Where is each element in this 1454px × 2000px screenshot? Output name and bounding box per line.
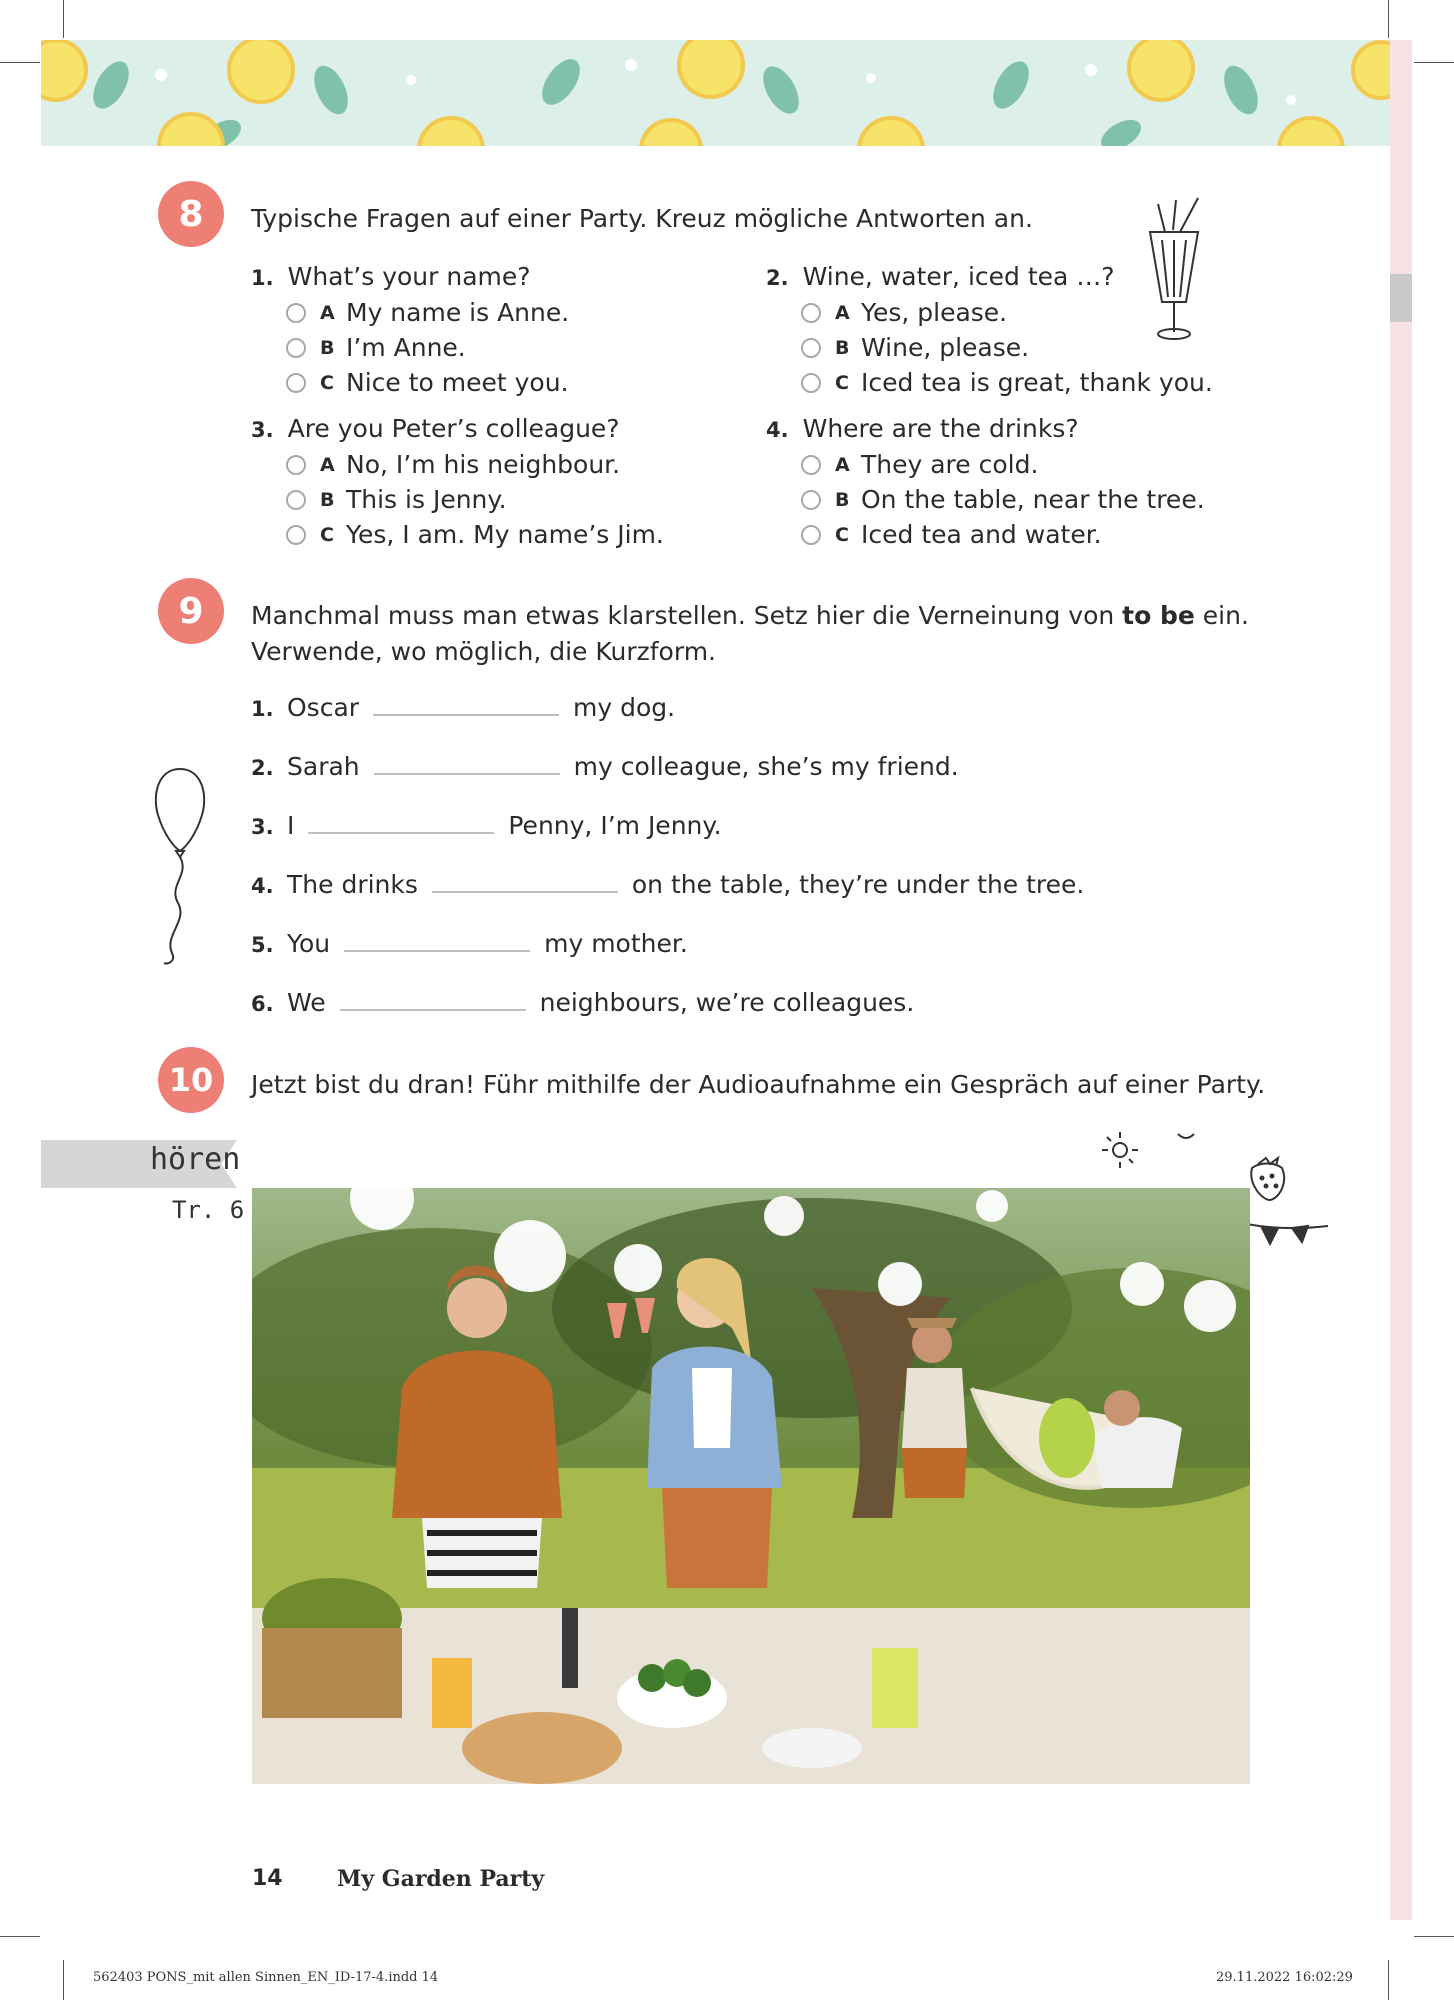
option-letter: B (835, 488, 850, 511)
item-before: Oscar (287, 693, 360, 722)
radio-button[interactable] (286, 455, 306, 475)
option-letter: A (320, 301, 335, 324)
option-letter: A (835, 301, 850, 324)
answer-blank[interactable] (340, 991, 526, 1011)
answer-blank[interactable] (432, 873, 618, 893)
crop-mark (0, 1936, 40, 1937)
question-text: Where are the drinks? (802, 414, 1079, 443)
chapter-title: My Garden Party (337, 1866, 545, 1892)
option-text: Nice to meet you. (346, 368, 569, 397)
garden-party-illustration-icon (252, 1188, 1250, 1784)
fill-item-6 (251, 988, 914, 1017)
option-text: On the table, near the tree. (861, 485, 1205, 514)
option-letter: B (320, 336, 335, 359)
exercise-8-instruction: Typische Fragen auf einer Party. Kreuz mögliche Antworten an. (251, 204, 1033, 233)
crop-mark (1388, 0, 1389, 38)
answer-blank[interactable] (344, 932, 530, 952)
item-number: 5. (251, 933, 274, 957)
question-4 (766, 414, 1079, 443)
crop-mark (1414, 62, 1454, 63)
crop-mark (63, 0, 64, 38)
exercise-9-instruction (251, 598, 1249, 670)
instruction-line-2: Verwende, wo möglich, die Kurzform. (251, 637, 716, 666)
crop-mark (1388, 1960, 1389, 2000)
question-3 (251, 414, 620, 443)
radio-button[interactable] (801, 525, 821, 545)
option-letter: C (320, 523, 334, 546)
option-text: Iced tea is great, thank you. (861, 368, 1213, 397)
item-number: 1. (251, 697, 274, 721)
option-text: Iced tea and water. (861, 520, 1102, 549)
option-text: No, I’m his neighbour. (346, 450, 621, 479)
option-text: They are cold. (861, 450, 1039, 479)
option-1c[interactable] (286, 368, 569, 397)
page-edge-tab (1390, 274, 1412, 322)
option-2a[interactable] (801, 298, 1007, 327)
option-text: Yes, please. (861, 298, 1008, 327)
radio-button[interactable] (286, 338, 306, 358)
option-letter: B (835, 336, 850, 359)
option-text: I’m Anne. (346, 333, 466, 362)
option-text: This is Jenny. (346, 485, 507, 514)
option-1b[interactable] (286, 333, 466, 362)
track-number: Tr. 6 (172, 1196, 245, 1224)
item-after: my mother. (544, 929, 688, 958)
option-4a[interactable] (801, 450, 1038, 479)
radio-button[interactable] (801, 373, 821, 393)
item-before: The drinks (287, 870, 418, 899)
listening-label: hören (150, 1142, 241, 1177)
instruction-text: Manchmal muss man etwas klarstellen. Setz hier die Verneinung von (251, 601, 1123, 630)
question-text: Wine, water, iced tea …? (802, 262, 1115, 291)
option-text: My name is Anne. (346, 298, 570, 327)
radio-button[interactable] (286, 525, 306, 545)
print-slug-right: 29.11.2022 16:02:29 (1216, 1970, 1353, 1985)
option-letter: C (320, 371, 334, 394)
answer-blank[interactable] (308, 814, 494, 834)
radio-button[interactable] (801, 490, 821, 510)
option-2b[interactable] (801, 333, 1029, 362)
item-number: 2. (251, 756, 274, 780)
option-letter: C (835, 371, 849, 394)
exercise-badge-10: 10 (158, 1047, 224, 1113)
option-2c[interactable] (801, 368, 1213, 397)
exercise-badge-8: 8 (158, 181, 224, 247)
item-after: on the table, they’re under the tree. (631, 870, 1085, 899)
fill-item-2 (251, 752, 959, 781)
option-letter: C (835, 523, 849, 546)
fill-item-5 (251, 929, 688, 958)
balloon-icon (150, 765, 210, 970)
small-circle-icon (1176, 1130, 1196, 1142)
item-before: I (287, 811, 295, 840)
item-number: 3. (251, 815, 274, 839)
crop-mark (1414, 1936, 1454, 1937)
radio-button[interactable] (286, 373, 306, 393)
fill-item-3 (251, 811, 722, 840)
item-before: We (287, 988, 326, 1017)
fill-item-1 (251, 693, 675, 722)
question-number: 4. (766, 418, 789, 442)
fill-item-4 (251, 870, 1084, 899)
radio-button[interactable] (286, 303, 306, 323)
page-number: 14 (252, 1866, 283, 1891)
option-4b[interactable] (801, 485, 1205, 514)
crop-mark (63, 1960, 64, 2000)
question-number: 1. (251, 266, 274, 290)
option-letter: A (835, 453, 850, 476)
radio-button[interactable] (801, 303, 821, 323)
lemon-banner (41, 40, 1390, 146)
question-1 (251, 262, 531, 291)
question-number: 3. (251, 418, 274, 442)
option-text: Wine, please. (861, 333, 1030, 362)
option-3b[interactable] (286, 485, 507, 514)
sun-icon (1098, 1128, 1142, 1172)
item-after: Penny, I’m Jenny. (508, 811, 722, 840)
radio-button[interactable] (286, 490, 306, 510)
option-3c[interactable] (286, 520, 664, 549)
option-1a[interactable] (286, 298, 569, 327)
instruction-text-end: ein. (1194, 601, 1249, 630)
item-before: Sarah (287, 752, 360, 781)
option-letter: B (320, 488, 335, 511)
item-number: 4. (251, 874, 274, 898)
drink-glass-icon (1140, 192, 1210, 347)
lemon-pattern-icon (41, 40, 1390, 146)
garden-party-photo (252, 1188, 1250, 1784)
exercise-10-instruction: Jetzt bist du dran! Führ mithilfe der Audioaufnahme ein Gespräch auf einer Party. (251, 1070, 1266, 1099)
answer-blank[interactable] (373, 696, 559, 716)
option-text: Yes, I am. My name’s Jim. (346, 520, 664, 549)
question-text: Are you Peter’s colleague? (287, 414, 620, 443)
item-before: You (287, 929, 331, 958)
answer-blank[interactable] (374, 755, 560, 775)
item-after: my dog. (573, 693, 676, 722)
option-letter: A (320, 453, 335, 476)
option-4c[interactable] (801, 520, 1102, 549)
radio-button[interactable] (801, 455, 821, 475)
exercise-badge-9: 9 (158, 578, 224, 644)
question-text: What’s your name? (287, 262, 531, 291)
print-slug-left: 562403 PONS_mit allen Sinnen_EN_ID-17-4.indd 14 (93, 1970, 439, 1985)
item-after: neighbours, we’re colleagues. (539, 988, 915, 1017)
radio-button[interactable] (801, 338, 821, 358)
item-number: 6. (251, 992, 274, 1016)
instruction-bold: to be (1122, 601, 1195, 630)
page-edge-strip (1390, 40, 1412, 1920)
crop-mark (0, 62, 40, 63)
option-3a[interactable] (286, 450, 620, 479)
question-number: 2. (766, 266, 789, 290)
question-2 (766, 262, 1115, 291)
item-after: my colleague, she’s my friend. (573, 752, 959, 781)
